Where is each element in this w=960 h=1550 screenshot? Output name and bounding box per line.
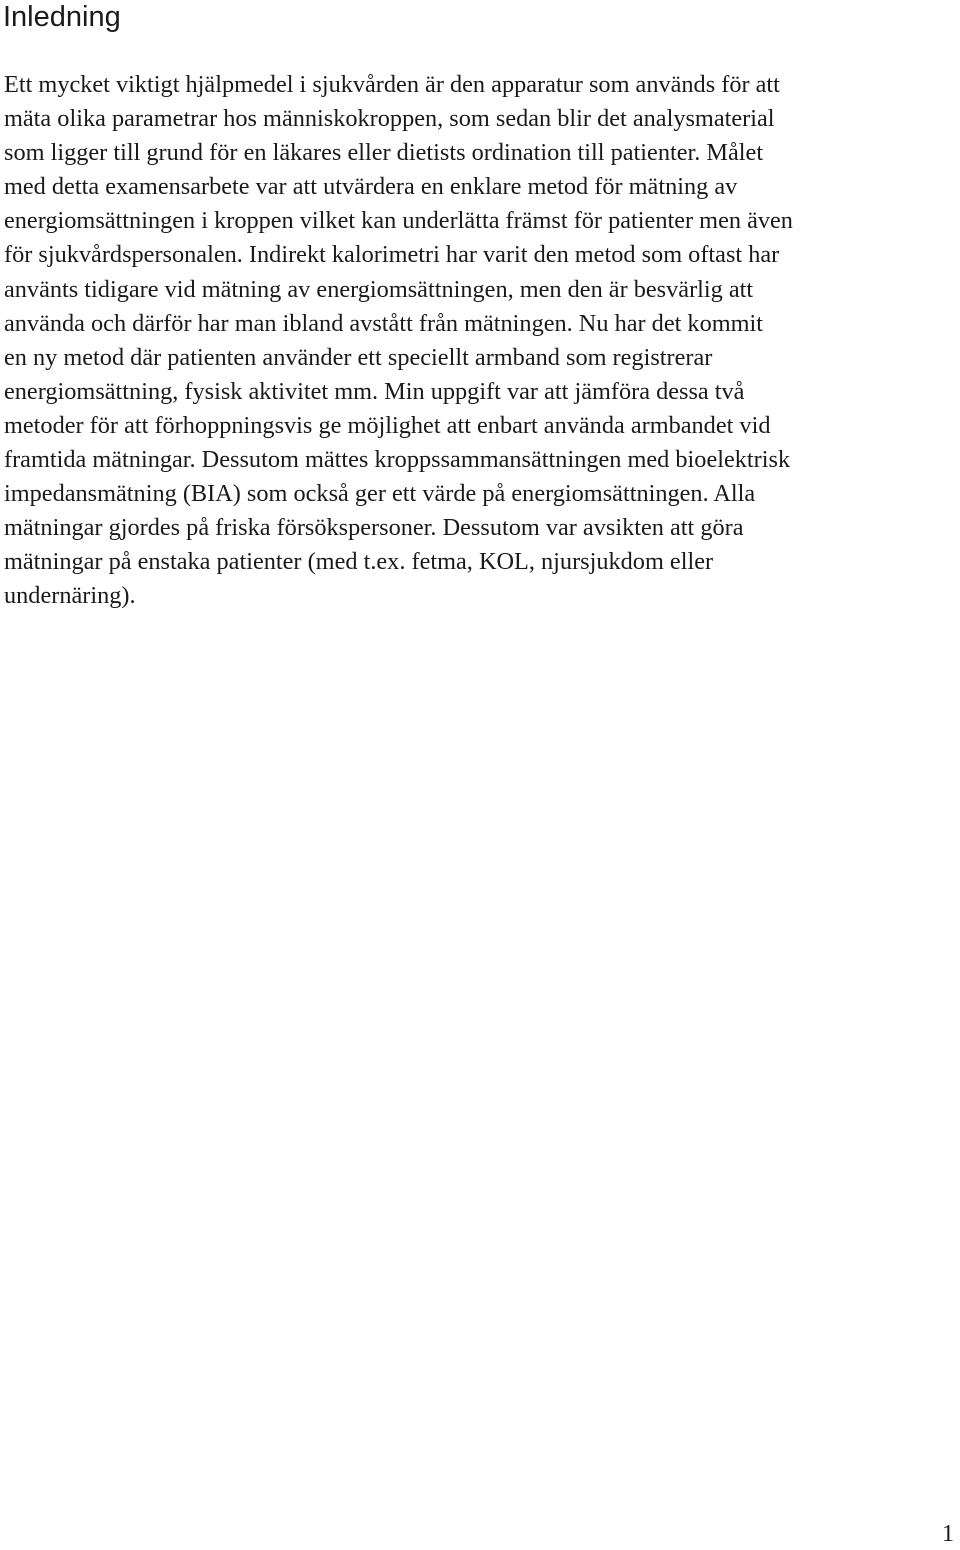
page-heading: Inledning bbox=[3, 1, 121, 33]
paragraph-line: energiomsättning, fysisk aktivitet mm. Min uppgift var att jämföra dessa två bbox=[4, 377, 745, 405]
paragraph-line: undernäring). bbox=[4, 582, 136, 610]
paragraph-line: impedansmätning (BIA) som också ger ett värde på energiomsättningen. Alla bbox=[4, 480, 756, 508]
paragraph-line: mäta olika parametrar hos människokroppen, som sedan blir det analysmaterial bbox=[4, 105, 775, 133]
paragraph-line: Ett mycket viktigt hjälpmedel i sjukvården är den apparatur som används för att bbox=[4, 71, 780, 98]
paragraph-line: för sjukvårdspersonalen. Indirekt kalorimetri har varit den metod som oftast har bbox=[4, 241, 780, 269]
paragraph-line: som ligger till grund för en läkares eller dietists ordination till patienter. Målet bbox=[4, 139, 764, 167]
page-number: 1 bbox=[942, 1521, 954, 1547]
paragraph-line: energiomsättningen i kroppen vilket kan underlätta främst för patienter men även bbox=[4, 207, 793, 235]
paragraph-line: med detta examensarbete var att utvärdera en enklare metod för mätning av bbox=[4, 173, 738, 201]
paragraph-line: metoder för att förhoppningsvis ge möjlighet att enbart använda armbandet vid bbox=[4, 411, 771, 439]
paragraph-line: använda och därför har man ibland avstått från mätningen. Nu har det kommit bbox=[4, 309, 764, 337]
paragraph-line: mätningar på enstaka patienter (med t.ex. fetma, KOL, njursjukdom eller bbox=[4, 548, 714, 576]
paragraph-line: framtida mätningar. Dessutom mättes kroppssammansättningen med bioelektrisk bbox=[4, 446, 791, 474]
paragraph-line: använts tidigare vid mätning av energiomsättningen, men den är besvärlig att bbox=[4, 275, 754, 303]
paragraph-line: mätningar gjordes på friska försökspersoner. Dessutom var avsikten att göra bbox=[4, 514, 744, 542]
body-paragraph bbox=[4, 68, 960, 614]
paragraph-line: en ny metod där patienten använder ett speciellt armband som registrerar bbox=[4, 343, 713, 371]
